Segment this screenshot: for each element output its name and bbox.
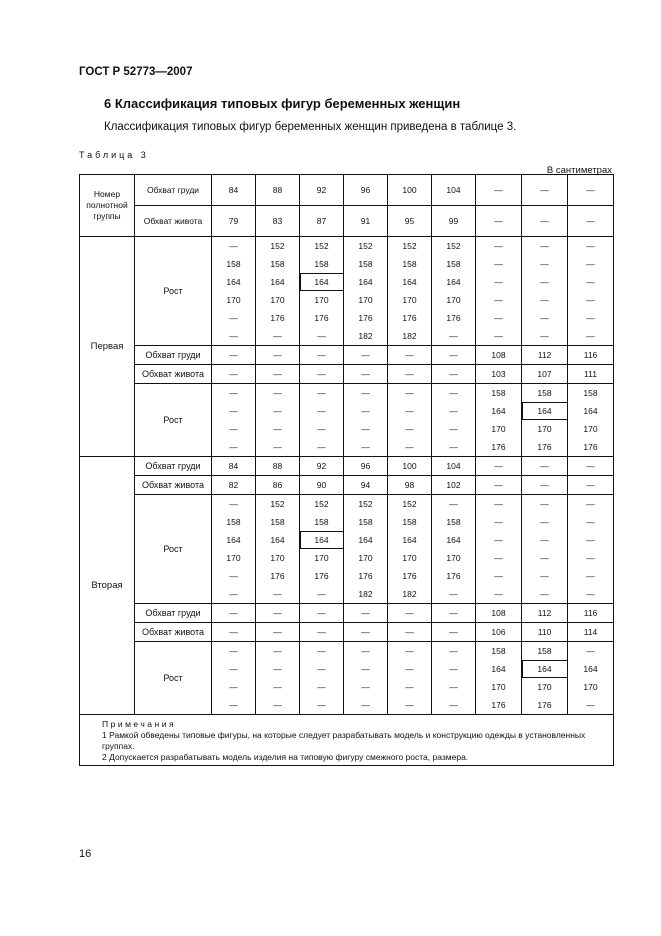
table-cell: — [476,309,522,327]
table-cell: 152 [256,237,300,256]
table-cell: — [388,678,432,696]
table-cell: — [432,495,476,514]
table-cell: 158 [568,384,614,403]
table-cell: 170 [432,549,476,567]
table-cell: 96 [344,457,388,476]
table-cell: — [568,255,614,273]
table-cell: — [432,678,476,696]
table-cell: 158 [344,513,388,531]
table-cell: — [522,513,568,531]
table-row [80,237,614,256]
table-cell: 164 [432,531,476,549]
table-caption: Таблица 3 [79,150,149,160]
table-cell: 92 [300,457,344,476]
chest-value: 96 [344,175,388,206]
table-cell: 176 [522,438,568,457]
table-cell: 170 [568,678,614,696]
table-cell: — [568,291,614,309]
table-cell: — [476,327,522,346]
table-cell: — [568,457,614,476]
table-cell: 176 [256,567,300,585]
table-cell: — [476,531,522,549]
table-cell: — [300,585,344,604]
table-cell: — [212,438,256,457]
row-label: Рост [135,642,212,715]
table-cell: 170 [476,678,522,696]
table-cell: — [212,327,256,346]
table-cell: 176 [300,309,344,327]
table-cell: — [522,567,568,585]
table-cell: — [476,513,522,531]
table-cell: 170 [344,549,388,567]
table-cell: 176 [344,309,388,327]
table-cell: — [568,531,614,549]
table-cell: 170 [388,549,432,567]
table-cell: — [256,420,300,438]
table-cell: — [476,476,522,495]
table-cell: — [300,678,344,696]
chest-value: — [476,175,522,206]
chest-value: 84 [212,175,256,206]
table-cell: 107 [522,365,568,384]
table-cell: — [256,660,300,678]
table-cell: — [256,585,300,604]
table-cell: — [568,585,614,604]
table-cell: 170 [344,291,388,309]
table-cell: — [388,623,432,642]
belly-value: 99 [432,206,476,237]
table-cell: 158 [476,642,522,661]
table-cell: 170 [568,420,614,438]
chest-value: — [568,175,614,206]
group-number-header: Номер полнотной группы [80,175,135,237]
table-cell: — [388,438,432,457]
table-cell: — [432,696,476,715]
table-cell: — [256,623,300,642]
table-cell: 164 [344,531,388,549]
belly-label-header: Обхват живота [135,206,212,237]
table-cell: 158 [432,255,476,273]
table-cell: 112 [522,346,568,365]
table-cell: 164 [212,531,256,549]
table-cell: — [344,623,388,642]
table-row [80,476,614,495]
table-cell: 152 [388,237,432,256]
table-cell: — [522,549,568,567]
table-cell: — [344,696,388,715]
table-cell: 170 [212,549,256,567]
table-cell: 164 [476,402,522,420]
table-cell: — [212,696,256,715]
table-cell: — [388,402,432,420]
table-cell: 170 [522,420,568,438]
table-row [80,384,614,403]
table-cell: 84 [212,457,256,476]
table-cell: 158 [256,513,300,531]
table-cell: 170 [388,291,432,309]
table-cell: 164 [300,531,344,549]
belly-value: 87 [300,206,344,237]
table-cell: — [432,402,476,420]
table-cell: — [300,604,344,623]
table-cell: 176 [300,567,344,585]
table-cell: — [344,365,388,384]
table-cell: — [476,291,522,309]
chest-value: 100 [388,175,432,206]
table-row [80,623,614,642]
table-cell: — [432,346,476,365]
table-cell: 164 [522,660,568,678]
table-cell: — [522,531,568,549]
table-cell: — [476,549,522,567]
table-cell: — [300,696,344,715]
row-label: Обхват живота [135,623,212,642]
table-cell: 158 [344,255,388,273]
group-name: Первая [80,237,135,457]
table-cell: — [300,402,344,420]
table-cell: — [432,642,476,661]
table-cell: 170 [256,549,300,567]
table-cell: — [256,696,300,715]
belly-value: 83 [256,206,300,237]
table-cell: — [388,365,432,384]
table-cell: — [388,660,432,678]
table-header-row [80,206,614,237]
table-cell: — [522,273,568,291]
table-cell: 158 [256,255,300,273]
table-cell: 176 [388,567,432,585]
table-cell: 86 [256,476,300,495]
table-cell: — [256,402,300,420]
table-cell: 170 [476,420,522,438]
table-cell: — [476,273,522,291]
table-cell: 164 [344,273,388,291]
table-cell: 90 [300,476,344,495]
row-label: Рост [135,237,212,346]
table-cell: — [212,346,256,365]
table-cell: 164 [522,402,568,420]
table-cell: — [300,384,344,403]
table-cell: — [212,623,256,642]
table-cell: 104 [432,457,476,476]
table-cell: 158 [212,513,256,531]
table-cell: 176 [568,438,614,457]
table-cell: — [476,495,522,514]
table-cell: — [212,567,256,585]
table-units: В сантиметрах [546,165,612,176]
table-cell: 102 [432,476,476,495]
table-row [80,604,614,623]
table-cell: 176 [388,309,432,327]
table-cell: — [432,384,476,403]
table-cell: — [212,660,256,678]
table-cell: — [256,346,300,365]
table-cell: — [300,346,344,365]
table-cell: — [344,384,388,403]
table-cell: — [344,420,388,438]
note-item: 2 Допускается разрабатывать модель изделия на типовую фигуру смежного роста, размера. [102,752,469,762]
row-label: Обхват груди [135,604,212,623]
table-cell: — [212,495,256,514]
table-cell: — [256,365,300,384]
table-cell: 152 [344,495,388,514]
section-intro: Классификация типовых фигур беременных женщин приведена в таблице 3. [104,121,517,133]
chest-value: 104 [432,175,476,206]
table-cell: 158 [300,255,344,273]
table-header-row [80,175,614,206]
belly-value: — [522,206,568,237]
table-cell: 164 [568,402,614,420]
table-cell: — [568,567,614,585]
row-label: Обхват живота [135,365,212,384]
table-row [80,495,614,514]
table-row [80,365,614,384]
table-cell: 176 [256,309,300,327]
table-cell: — [212,585,256,604]
table-cell: — [432,660,476,678]
table-cell: 170 [522,678,568,696]
table-cell: — [388,642,432,661]
chest-label-header: Обхват груди [135,175,212,206]
table-cell: — [432,604,476,623]
table-cell: — [212,420,256,438]
table-cell: 108 [476,604,522,623]
table-cell: 182 [344,327,388,346]
table-cell: — [256,642,300,661]
table-cell: — [476,585,522,604]
section-title: 6 Классификация типовых фигур беременных женщин [104,96,461,111]
table-cell: — [212,309,256,327]
table-cell: — [300,327,344,346]
table-cell: — [344,678,388,696]
table-cell: — [522,291,568,309]
table-cell: — [432,420,476,438]
table-cell: 170 [256,291,300,309]
table-cell: — [212,237,256,256]
table-cell: 108 [476,346,522,365]
table-cell: 158 [522,384,568,403]
table-cell: 98 [388,476,432,495]
table-cell: — [388,384,432,403]
table-cell: — [344,660,388,678]
table-cell: 158 [388,513,432,531]
row-label: Обхват живота [135,476,212,495]
chest-value: 88 [256,175,300,206]
table-cell: — [256,327,300,346]
table-cell: 164 [432,273,476,291]
classification-table [79,174,614,766]
table-cell: — [300,623,344,642]
table-cell: — [300,642,344,661]
table-cell: — [522,327,568,346]
table-cell: 164 [388,531,432,549]
table-cell: — [432,623,476,642]
table-cell: — [212,604,256,623]
table-cell: 170 [212,291,256,309]
table-cell: 176 [522,696,568,715]
table-cell: 152 [344,237,388,256]
table-cell: 152 [432,237,476,256]
row-label: Рост [135,384,212,457]
belly-value: 91 [344,206,388,237]
table-cell: — [522,309,568,327]
table-cell: — [432,438,476,457]
table-cell: — [568,495,614,514]
notes-title: Примечания [102,719,177,729]
table-cell: — [476,457,522,476]
table-cell: — [212,642,256,661]
table-cell: 100 [388,457,432,476]
chest-value: 92 [300,175,344,206]
table-cell: — [300,420,344,438]
table-cell: 182 [388,327,432,346]
table-cell: 112 [522,604,568,623]
row-label: Рост [135,495,212,604]
table-cell: — [388,346,432,365]
table-cell: — [388,420,432,438]
table-cell: — [522,255,568,273]
table-cell: — [568,549,614,567]
table-cell: — [522,237,568,256]
table-cell: 170 [300,291,344,309]
table-notes [80,715,614,766]
table-cell: 116 [568,604,614,623]
table-cell: 170 [432,291,476,309]
table-cell: 94 [344,476,388,495]
table-cell: — [432,327,476,346]
table-cell: 182 [388,585,432,604]
table-cell: — [300,365,344,384]
table-cell: — [568,642,614,661]
table-cell: 158 [388,255,432,273]
table-cell: — [388,604,432,623]
row-label: Обхват груди [135,457,212,476]
table-cell: — [568,327,614,346]
table-row [80,346,614,365]
table-cell: 176 [476,438,522,457]
table-cell: — [300,438,344,457]
table-cell: 164 [256,273,300,291]
table-cell: — [212,678,256,696]
table-cell: — [344,642,388,661]
table-cell: — [388,696,432,715]
table-cell: — [432,585,476,604]
table-cell: — [476,255,522,273]
table-cell: 176 [476,696,522,715]
page-number: 16 [79,848,92,860]
group-name: Вторая [80,457,135,715]
table-row [80,457,614,476]
table-cell: — [568,273,614,291]
table-cell: — [522,585,568,604]
table-cell: — [344,604,388,623]
table-cell: 158 [432,513,476,531]
document-header: ГОСТ Р 52773—2007 [79,66,193,78]
table-cell: 114 [568,623,614,642]
table-cell: — [300,660,344,678]
table-row [80,642,614,661]
table-cell: 164 [388,273,432,291]
table-cell: 158 [522,642,568,661]
table-cell: 176 [432,309,476,327]
table-cell: 152 [300,495,344,514]
table-cell: 152 [388,495,432,514]
table-cell: 106 [476,623,522,642]
table-cell: 176 [432,567,476,585]
table-cell: — [256,384,300,403]
table-cell: — [256,604,300,623]
table-cell: — [344,438,388,457]
chest-value: — [522,175,568,206]
table-cell: 170 [300,549,344,567]
table-cell: 82 [212,476,256,495]
table-cell: — [476,567,522,585]
table-cell: — [568,476,614,495]
table-cell: 176 [344,567,388,585]
belly-value: 79 [212,206,256,237]
table-cell: — [568,696,614,715]
table-cell: 182 [344,585,388,604]
table-cell: 158 [212,255,256,273]
table-cell: — [522,495,568,514]
table-cell: 164 [476,660,522,678]
table-cell: — [568,309,614,327]
belly-value: — [568,206,614,237]
table-cell: — [344,346,388,365]
table-cell: — [432,365,476,384]
belly-value: — [476,206,522,237]
note-item: 1 Рамкой обведены типовые фигуры, на которые следует разрабатывать модель и конструкцию одежды в установленных группах. [102,730,586,751]
table-cell: — [522,457,568,476]
table-cell: — [476,237,522,256]
table-cell: — [344,402,388,420]
table-cell: 110 [522,623,568,642]
table-cell: — [212,402,256,420]
table-cell: — [212,365,256,384]
table-cell: 116 [568,346,614,365]
table-cell: 152 [256,495,300,514]
table-cell: 164 [568,660,614,678]
table-cell: — [256,438,300,457]
table-cell: 164 [300,273,344,291]
table-cell: 111 [568,365,614,384]
table-cell: 158 [300,513,344,531]
table-cell: 164 [256,531,300,549]
table-cell: — [522,476,568,495]
row-label: Обхват груди [135,346,212,365]
table-cell: 88 [256,457,300,476]
table-cell: — [568,513,614,531]
table-cell: 152 [300,237,344,256]
table-cell: — [256,678,300,696]
notes-row [80,715,614,766]
belly-value: 95 [388,206,432,237]
table-cell: 158 [476,384,522,403]
table-cell: — [568,237,614,256]
table-cell: 103 [476,365,522,384]
table-cell: 164 [212,273,256,291]
table-cell: — [212,384,256,403]
